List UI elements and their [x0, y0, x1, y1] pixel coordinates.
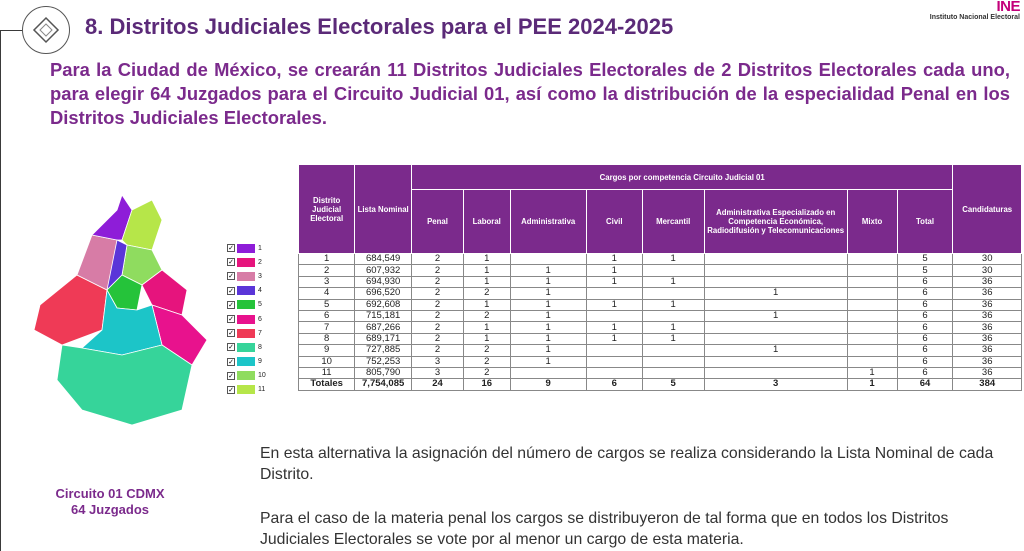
table-cell [704, 254, 847, 265]
table-cell [586, 367, 642, 378]
table-cell: 9 [299, 345, 355, 356]
header-lista: Lista Nominal [355, 165, 412, 254]
table-cell: 5 [299, 299, 355, 310]
table-cell: 10 [299, 356, 355, 367]
legend-checkbox[interactable]: ✓ [228, 259, 234, 267]
table-cell: 1 [847, 367, 897, 378]
table-body [299, 254, 1022, 391]
ine-logo [920, 0, 1020, 20]
legend-label: 1 [258, 244, 262, 252]
header-administrativa: Administrativa [510, 190, 586, 254]
table-cell: 2 [411, 345, 463, 356]
table-cell: 4 [299, 288, 355, 299]
table-cell: 36 [953, 367, 1022, 378]
table-cell: 1 [510, 288, 586, 299]
table-cell: 2 [464, 310, 511, 321]
table-cell: 1 [510, 356, 586, 367]
table-cell: 1 [586, 322, 642, 333]
legend-label: 8 [258, 343, 262, 351]
legend-item[interactable] [227, 298, 266, 312]
table-cell: 11 [299, 367, 355, 378]
table-cell: 2 [464, 288, 511, 299]
table-cell: 24 [411, 379, 463, 390]
legend-label: 11 [258, 386, 266, 394]
table-cell: 696,520 [355, 288, 412, 299]
table-cell [847, 345, 897, 356]
table-cell: 16 [464, 379, 511, 390]
table-cell [704, 265, 847, 276]
table-cell: 5 [897, 254, 953, 265]
table-cell [586, 310, 642, 321]
table-cell: 5 [897, 265, 953, 276]
table-cell: 1 [510, 276, 586, 287]
table-cell: 694,930 [355, 276, 412, 287]
legend-swatch [237, 329, 255, 338]
legend-label: 6 [258, 315, 262, 323]
districts-table [298, 164, 1022, 391]
table-cell: 7 [299, 322, 355, 333]
table-cell: 3 [411, 356, 463, 367]
header-candidaturas: Candidaturas [953, 165, 1022, 254]
table-row [299, 322, 1022, 333]
table-cell: 1 [510, 299, 586, 310]
table-cell: 1 [586, 299, 642, 310]
table-cell: 36 [953, 356, 1022, 367]
legend-label: 4 [258, 287, 262, 295]
table-cell [704, 276, 847, 287]
note-lista-nominal: En esta alternativa la asignación del número de cargos se realiza considerando la Lista Nominal de cada Distrito. [260, 445, 994, 483]
table-cell: 6 [897, 333, 953, 344]
legend-swatch [237, 385, 255, 394]
table-cell [642, 288, 704, 299]
table-row [299, 310, 1022, 321]
table-cell [847, 356, 897, 367]
table-totals-row [299, 379, 1022, 390]
table-cell [847, 322, 897, 333]
legend-label: 3 [258, 272, 262, 280]
table-cell: 2 [411, 254, 463, 265]
legend-label: 5 [258, 301, 262, 309]
table-cell: 1 [586, 276, 642, 287]
table-row [299, 345, 1022, 356]
table-cell: Totales [299, 379, 355, 390]
legend-label: 7 [258, 329, 262, 337]
table-cell: 36 [953, 299, 1022, 310]
table-row [299, 265, 1022, 276]
legend-swatch [237, 315, 255, 324]
header-mercantil: Mercantil [642, 190, 704, 254]
table-cell: 689,171 [355, 333, 412, 344]
table-cell [847, 288, 897, 299]
table-cell: 6 [299, 310, 355, 321]
table-cell: 1 [510, 345, 586, 356]
table-cell: 1 [642, 276, 704, 287]
table-cell: 6 [897, 322, 953, 333]
table-cell [847, 254, 897, 265]
frame-vertical-line [0, 30, 1, 551]
logo-text: Instituto Nacional Electoral [929, 14, 1020, 21]
header-penal: Penal [411, 190, 463, 254]
table-cell: 1 [586, 265, 642, 276]
table-cell: 1 [464, 265, 511, 276]
table-cell: 1 [464, 333, 511, 344]
table-row [299, 276, 1022, 287]
table-cell: 1 [704, 310, 847, 321]
legend-item[interactable] [227, 355, 266, 369]
legend-swatch [237, 286, 255, 295]
table-cell: 2 [464, 345, 511, 356]
header-total: Total [897, 190, 953, 254]
legend-checkbox[interactable]: ✓ [228, 287, 234, 295]
table-cell: 36 [953, 333, 1022, 344]
table-cell: 36 [953, 345, 1022, 356]
table-cell [642, 367, 704, 378]
table-cell: 7,754,085 [355, 379, 412, 390]
table-cell [586, 356, 642, 367]
legend-item[interactable] [227, 241, 266, 255]
legend-checkbox[interactable]: ✓ [228, 372, 234, 380]
header-admin-especializado: Administrativa Especializado en Competencia Económica, Radiodifusión y Telecomunicaciones [704, 190, 847, 254]
legend-label: 2 [258, 258, 262, 266]
table-cell: 1 [642, 254, 704, 265]
table-cell: 6 [897, 367, 953, 378]
table-cell: 6 [897, 310, 953, 321]
table-cell: 30 [953, 254, 1022, 265]
table-cell: 3 [299, 276, 355, 287]
table-cell: 1 [510, 333, 586, 344]
table-cell: 6 [586, 379, 642, 390]
table-cell [642, 345, 704, 356]
legend-swatch [237, 300, 255, 309]
note-materia-penal: Para el caso de la materia penal los cargos se distribuyeron de tal forma que en todos los Distritos Judiciales Electorales se vote por al menor un cargo de esta materia. [260, 510, 949, 548]
table-cell: 727,885 [355, 345, 412, 356]
table-cell: 1 [642, 322, 704, 333]
header-laboral: Laboral [464, 190, 511, 254]
table-cell: 1 [510, 322, 586, 333]
table-cell [704, 367, 847, 378]
legend-checkbox[interactable]: ✓ [228, 273, 234, 281]
header-mixto: Mixto [847, 190, 897, 254]
table-cell [704, 322, 847, 333]
table-cell [847, 299, 897, 310]
legend-item[interactable] [227, 255, 266, 269]
table-cell: 8 [299, 333, 355, 344]
legend-checkbox[interactable]: ✓ [228, 301, 234, 309]
table-cell [704, 299, 847, 310]
table-cell: 692,608 [355, 299, 412, 310]
map-district-8 [57, 345, 192, 425]
table-cell [510, 254, 586, 265]
table-cell: 6 [897, 356, 953, 367]
table-cell: 1 [642, 333, 704, 344]
table-cell: 30 [953, 265, 1022, 276]
legend-checkbox[interactable]: ✓ [228, 316, 234, 324]
table-cell: 684,549 [355, 254, 412, 265]
table-cell: 6 [897, 345, 953, 356]
table-row [299, 254, 1022, 265]
legend-checkbox[interactable]: ✓ [228, 358, 234, 366]
table-cell: 2 [411, 299, 463, 310]
legend-swatch [237, 371, 255, 380]
table-cell: 1 [586, 254, 642, 265]
map-legend [227, 241, 266, 397]
table-cell: 9 [510, 379, 586, 390]
table-cell: 36 [953, 310, 1022, 321]
table-cell [847, 333, 897, 344]
table-cell [586, 345, 642, 356]
header-civil: Civil [586, 190, 642, 254]
legend-item[interactable] [227, 284, 266, 298]
table-row [299, 356, 1022, 367]
legend-checkbox[interactable]: ✓ [228, 245, 234, 253]
table-cell [704, 356, 847, 367]
caption-circuit: Circuito 01 CDMX [55, 486, 165, 501]
diamond-badge-icon [22, 6, 70, 54]
table-cell: 715,181 [355, 310, 412, 321]
legend-item[interactable] [227, 383, 266, 397]
table-cell: 2 [464, 367, 511, 378]
table-cell: 2 [299, 265, 355, 276]
table-cell [847, 276, 897, 287]
table-cell: 607,932 [355, 265, 412, 276]
legend-item[interactable] [227, 369, 266, 383]
table-cell: 1 [299, 254, 355, 265]
table-cell: 2 [464, 356, 511, 367]
table-cell [704, 333, 847, 344]
legend-swatch [237, 258, 255, 267]
table-row [299, 299, 1022, 310]
table-cell: 1 [704, 288, 847, 299]
table-cell: 2 [411, 310, 463, 321]
legend-item[interactable] [227, 326, 266, 340]
table-cell [642, 265, 704, 276]
table-cell: 1 [642, 299, 704, 310]
page-title: 8. Distritos Judiciales Electorales para el PEE 2024-2025 [85, 14, 674, 39]
table-cell: 36 [953, 322, 1022, 333]
table-row [299, 333, 1022, 344]
table-row [299, 367, 1022, 378]
header-distrito: Distrito Judicial Electoral [299, 165, 355, 254]
table-cell: 2 [411, 265, 463, 276]
table-cell: 1 [586, 333, 642, 344]
table-cell: 6 [897, 299, 953, 310]
table-cell [642, 356, 704, 367]
table-row [299, 288, 1022, 299]
legend-checkbox[interactable]: ✓ [228, 386, 234, 394]
legend-swatch [237, 244, 255, 253]
table-cell: 6 [897, 276, 953, 287]
table-cell [510, 367, 586, 378]
legend-checkbox[interactable]: ✓ [228, 344, 234, 352]
caption-courts: 64 Juzgados [70, 502, 150, 517]
legend-label: 9 [258, 358, 262, 366]
table-cell [586, 288, 642, 299]
table-cell: 1 [704, 345, 847, 356]
table-cell [847, 310, 897, 321]
table-cell: 3 [411, 367, 463, 378]
legend-item[interactable] [227, 340, 266, 354]
table-cell: 2 [411, 276, 463, 287]
legend-swatch [237, 272, 255, 281]
legend-swatch [237, 343, 255, 352]
table-cell: 1 [464, 299, 511, 310]
table-cell: 1 [464, 322, 511, 333]
table-cell: 1 [847, 379, 897, 390]
cdmx-district-map [22, 180, 222, 430]
legend-item[interactable] [227, 312, 266, 326]
table-cell: 1 [510, 310, 586, 321]
table-cell: 36 [953, 288, 1022, 299]
table-cell: 3 [704, 379, 847, 390]
logo-mark: INE [996, 0, 1020, 15]
table-cell: 2 [411, 322, 463, 333]
map-district-7 [34, 275, 107, 345]
table-cell: 2 [411, 288, 463, 299]
map-caption [20, 486, 200, 518]
table-cell [847, 265, 897, 276]
legend-item[interactable] [227, 269, 266, 283]
table-cell: 384 [953, 379, 1022, 390]
table-cell: 2 [411, 333, 463, 344]
table-cell: 64 [897, 379, 953, 390]
subtitle: Para la Ciudad de México, se crearán 11 Distritos Judiciales Electorales de 2 Distritos Electorales cada uno, para elegir 64 Juzgados para el Circuito Judicial 01, así como la distribución de la especialidad Penal en los Distritos Judiciales Electorales. [50, 59, 1010, 128]
table-cell: 5 [642, 379, 704, 390]
table-cell: 6 [897, 288, 953, 299]
table-cell: 1 [464, 276, 511, 287]
legend-label: 10 [258, 372, 266, 380]
table-cell: 1 [510, 265, 586, 276]
table-cell: 36 [953, 276, 1022, 287]
legend-checkbox[interactable]: ✓ [228, 330, 234, 338]
table-cell: 752,253 [355, 356, 412, 367]
legend-swatch [237, 357, 255, 366]
table-cell [642, 310, 704, 321]
table-cell: 805,790 [355, 367, 412, 378]
table-cell: 687,266 [355, 322, 412, 333]
header-cargos: Cargos por competencia Circuito Judicial 01 [411, 165, 952, 190]
table-cell: 1 [464, 254, 511, 265]
